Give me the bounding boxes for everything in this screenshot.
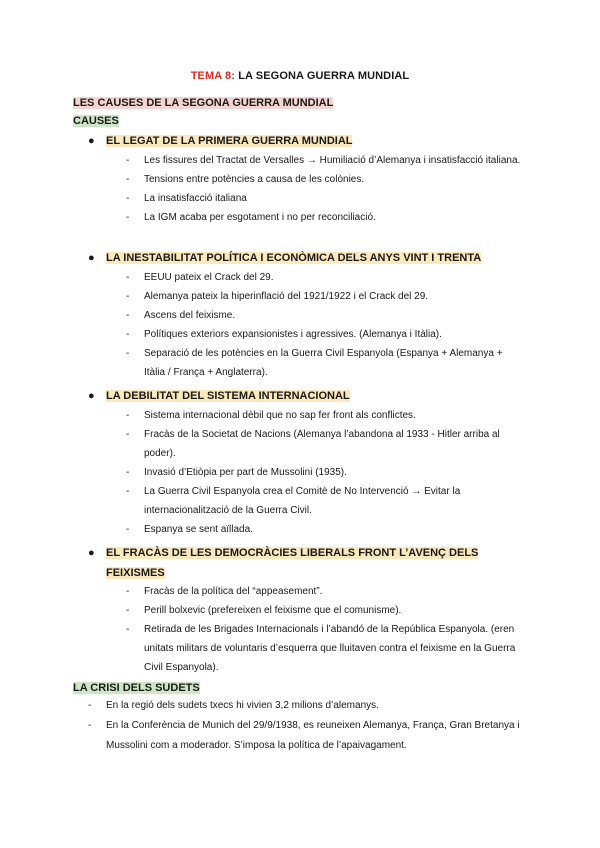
cause-bullet-1 [88,131,518,151]
cause-bullet-2 [88,248,518,268]
bullet-icon: ● [88,135,95,147]
dash-icon: - [126,212,130,223]
dash-icon: - [126,605,130,616]
section-heading [73,96,333,110]
cause-bullet-4 [88,543,518,583]
dash-icon: - [126,586,130,597]
title-prefix: TEMA 8: [190,70,236,82]
bullet-icon: ● [88,390,95,402]
cause-bullet-heading: LA DEBILITAT DEL SISTEMA INTERNACIONAL [106,390,350,402]
dash-icon: - [126,410,130,421]
cause-bullet-heading: EL LEGAT DE LA PRIMERA GUERRA MUNDIAL [106,135,353,147]
cause-items-2 [126,268,526,382]
list-item: - Alemanya pateix la hiperinflació del 1921/1922 i el Crack del 29. [126,287,526,306]
causes-heading-text: CAUSES [73,115,119,127]
dash-icon: - [88,700,92,711]
crisis-heading [73,681,200,695]
title-text: LA SEGONA GUERRA MUNDIAL [238,70,410,82]
dash-icon: - [126,155,130,166]
cause-items-3 [126,406,526,539]
list-item: - Les fissures del Tractat de Versalles → Humiliació d’Alemanya i insatisfacció italiana. [126,151,526,170]
list-item: - Perill bolxevic (prefereixen el feixisme que el comunisme). [126,601,526,620]
cause-items-4 [126,582,526,677]
dash-icon: - [126,329,130,340]
dash-icon: - [126,272,130,283]
dash-icon: - [126,467,130,478]
list-item: - EEUU pateix el Crack del 29. [126,268,526,287]
list-item: - Sistema internacional dèbil que no sap fer front als conflictes. [126,406,526,425]
list-item: - La Guerra Civil Espanyola crea el Comitè de No Intervenció → Evitar la internacionalització de la Guerra Civil. [126,482,526,520]
dash-icon: - [126,486,130,497]
list-item: - Fracàs de la política del “appeasement”. [126,582,526,601]
dash-icon: - [126,291,130,302]
list-item: - La insatisfacció italiana [126,189,526,208]
crisis-items [88,696,528,756]
dash-icon: - [88,720,92,731]
cause-bullet-3 [88,386,518,406]
list-item: - Separació de les potències en la Guerra Civil Espanyola (Espanya + Alemanya + Itàlia / França + Anglaterra). [126,344,526,382]
page-title [0,70,600,82]
list-item: - En la regió dels sudets txecs hi vivien 3,2 milions d’alemanys. [88,696,528,716]
cause-bullet-heading: EL FRACÀS DE LES DEMOCRÀCIES LIBERALS FRONT L’AVENÇ DELS FEIXISMES [106,547,479,579]
dash-icon: - [126,624,130,635]
list-item: - Tensions entre potències a causa de les colònies. [126,170,526,189]
dash-icon: - [126,348,130,359]
list-item: - En la Conferència de Munich del 29/9/1938, es reuneixen Alemanya, França, Gran Bretanya i Mussolini com a moderador. S’imposa la política de l’apaivagament. [88,716,528,756]
dash-icon: - [126,429,130,440]
list-item: - La IGM acaba per esgotament i no per reconciliació. [126,208,526,227]
list-item: - Polítiques exteriors expansionistes i agressives. (Alemanya i Itàlia). [126,325,526,344]
dash-icon: - [126,310,130,321]
list-item: - Invasió d’Etiòpia per part de Mussolini (1935). [126,463,526,482]
bullet-icon: ● [88,252,95,264]
causes-heading [73,114,119,128]
dash-icon: - [126,193,130,204]
list-item: - Espanya se sent aïllada. [126,520,526,539]
dash-icon: - [126,524,130,535]
cause-items-1 [126,151,526,227]
crisis-heading-text: LA CRISI DELS SUDETS [73,682,200,694]
list-item: - Fracàs de la Societat de Nacions (Alemanya l’abandona al 1933 - Hitler arriba al poder). [126,425,526,463]
section-heading-text: LES CAUSES DE LA SEGONA GUERRA MUNDIAL [73,97,334,109]
dash-icon: - [126,174,130,185]
list-item: - Ascens del feixisme. [126,306,526,325]
bullet-icon: ● [88,547,95,559]
cause-bullet-heading: LA INESTABILITAT POLÍTICA I ECONÒMICA DELS ANYS VINT I TRENTA [106,252,482,264]
list-item: - Retirada de les Brigades Internacionals i l’abandó de la República Espanyola. (eren unitats militars de voluntaris d’esquerra que lluitaven contra el feixisme en la Guerra Civil Espanyola). [126,620,526,677]
